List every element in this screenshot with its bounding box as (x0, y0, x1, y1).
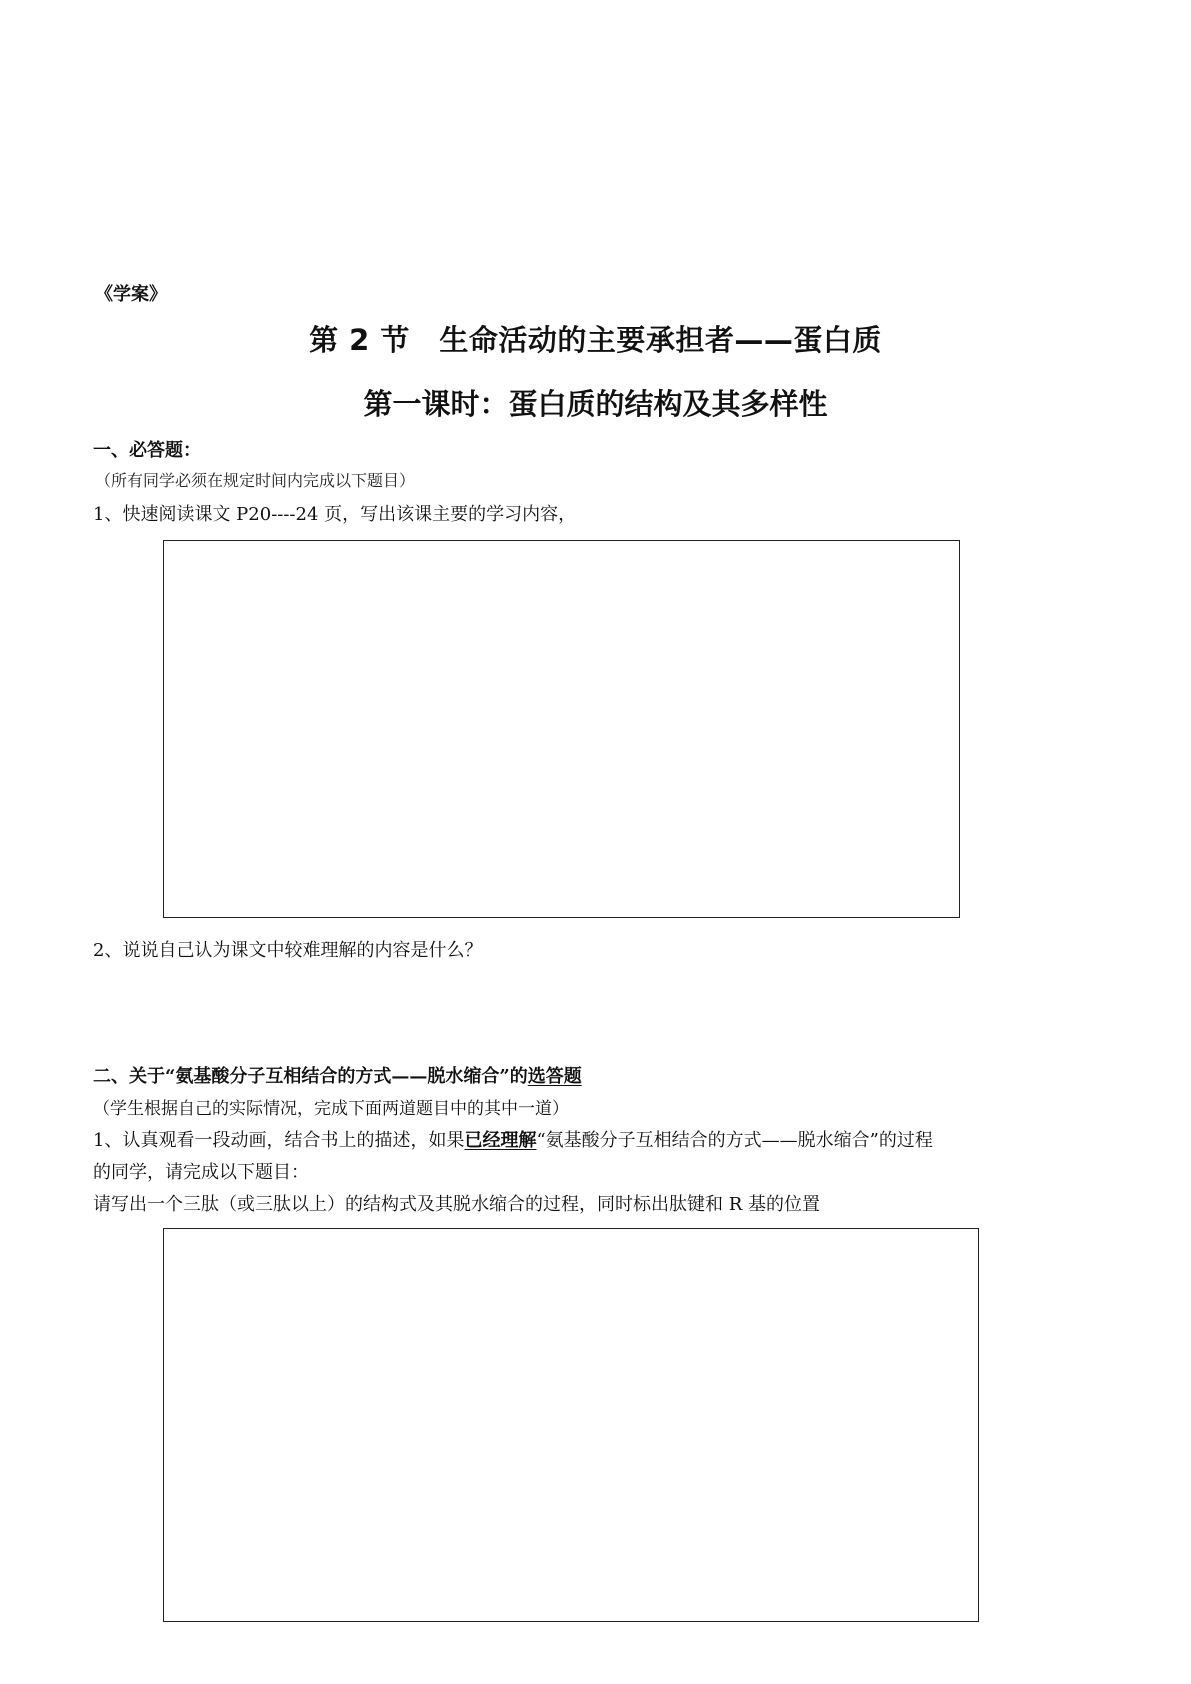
section-2-heading-underlined: 选答题 (527, 1066, 582, 1087)
question-2-1-line-1 (93, 1126, 933, 1152)
question-2-1-task: 请写出一个三肽（或三肽以上）的结构式及其脱水缩合的过程，同时标出肽键和 R 基的位置 (93, 1194, 820, 1215)
question-2-1-text-a: 1、认真观看一段动画，结合书上的描述，如果 (93, 1130, 465, 1151)
section-1-note: （所有同学必须在规定时间内完成以下题目） (95, 471, 416, 490)
section-2-note: （学生根据自己的实际情况，完成下面两道题目中的其中一道） (93, 1099, 569, 1119)
page-subtitle: 第一课时：蛋白质的结构及其多样性 (363, 387, 828, 421)
question-1-1: 1、快速阅读课文 P20----24 页，写出该课主要的学习内容， (93, 504, 577, 525)
section-2-heading (93, 1062, 582, 1088)
document-tag: 《学案》 (95, 284, 167, 305)
answer-box-2[interactable] (163, 1228, 979, 1622)
question-2-1-text-b: “氨基酸分子互相结合的方式——脱水缩合”的过程 (536, 1130, 933, 1151)
question-2-1-line-2: 的同学，请完成以下题目： (93, 1162, 309, 1183)
section-2-heading-text: 二、关于“氨基酸分子互相结合的方式——脱水缩合”的 (93, 1066, 528, 1087)
page-title: 第 2 节 生命活动的主要承担者——蛋白质 (309, 323, 882, 357)
answer-box-1[interactable] (163, 540, 960, 918)
question-1-2: 2、说说自己认为课文中较难理解的内容是什么？ (93, 940, 483, 961)
section-1-heading: 一、必答题： (93, 440, 201, 461)
question-2-1-emphasis: 已经理解 (464, 1130, 537, 1151)
